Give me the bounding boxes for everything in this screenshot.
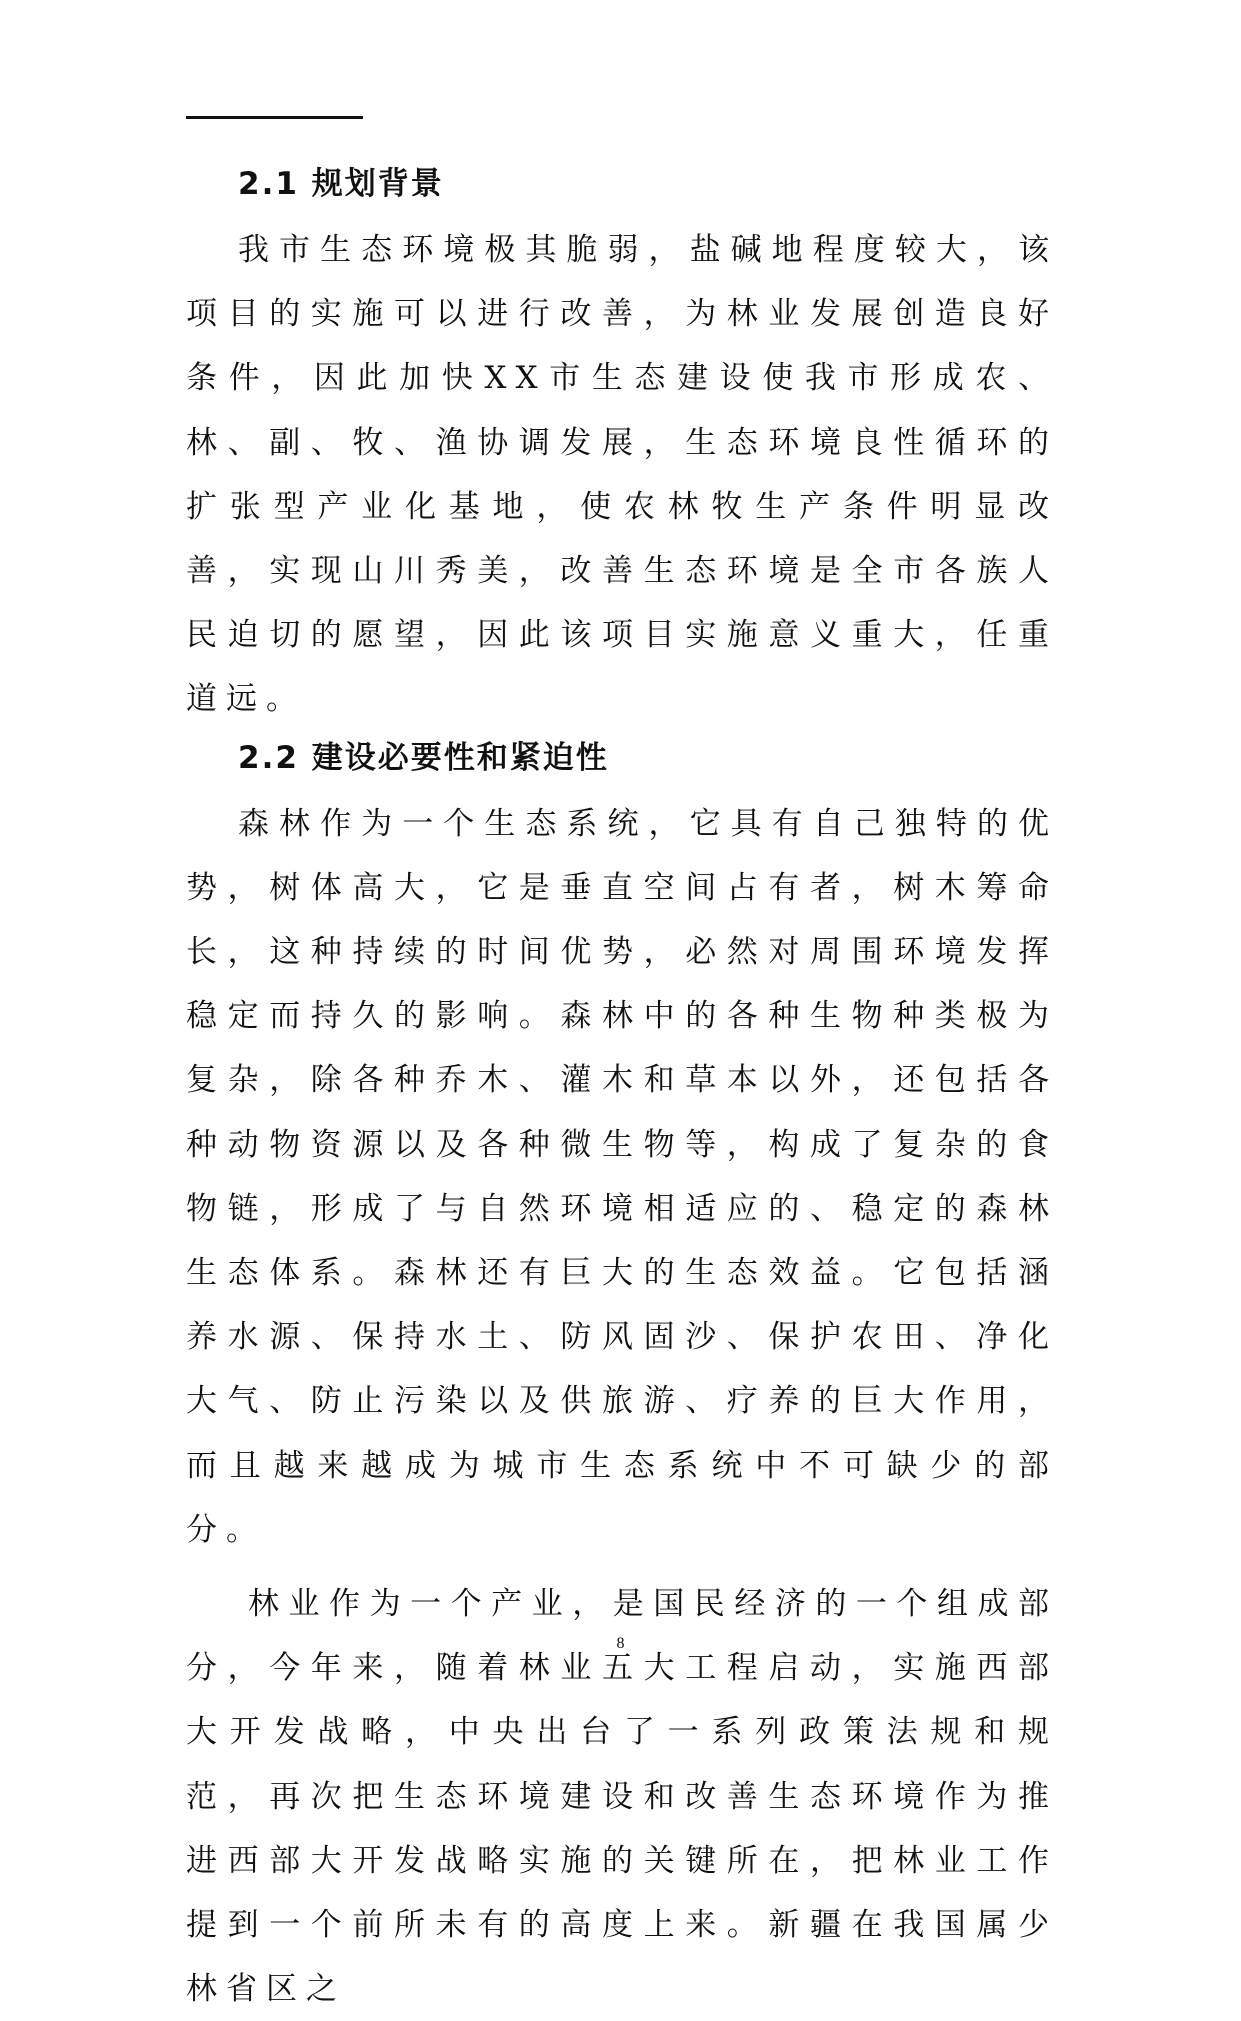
document-body [186,158,1058,2021]
page-number: 8 [616,1635,625,1652]
section-heading-necessity: 2.2 建设必要性和紧迫性 [238,739,609,776]
top-rule [186,116,363,119]
paragraph-planning-background: 我市生态环境极其脆弱，盐碱地程度较大，该项目的实施可以进行改善，为林业发展创造良好条件，因此加快XX市生态建设使我市形成农、林、副、牧、渔协调发展，生态环境良性循环的扩张型产业化基地，使农林牧生产条件明显改善，实现山川秀美，改善生态环境是全市各族人民迫切的愿望，因此该项目实施意义重大，任重道远。 [186,232,1058,718]
paragraph-forest-ecosystem: 森林作为一个生态系统，它具有自己独特的优势，树体高大，它是垂直空间占有者，树木筹命长，这种持续的时间优势，必然对周围环境发挥稳定而持久的影响。森林中的各种生物种类极为复杂，除各种乔木、灌木和草本以外，还包括各种动物资源以及各种微生物等，构成了复杂的食物链，形成了与自然环境相适应的、稳定的森林生态体系。森林还有巨大的生态效益。它包括涵养水源、保持水土、防风固沙、保护农田、净化大气、防止污染以及供旅游、疗养的巨大作用，而且越来越成为城市生态系统中不可缺少的部分。 [186,805,1058,1548]
paragraph-forestry-industry: 林业作为一个产业，是国民经济的一个组成部分，今年来，随着林业五大工程启动，实施西部大开发战略，中央出台了一系列政策法规和规范，再次把生态环境建设和改善生态环境作为推进西部大开发战略实施的关键所在，把林业工作提到一个前所未有的高度上来。新疆在我国属少林省区之 [186,1586,1058,2008]
section-heading-planning-background: 2.1 规划背景 [238,166,444,202]
